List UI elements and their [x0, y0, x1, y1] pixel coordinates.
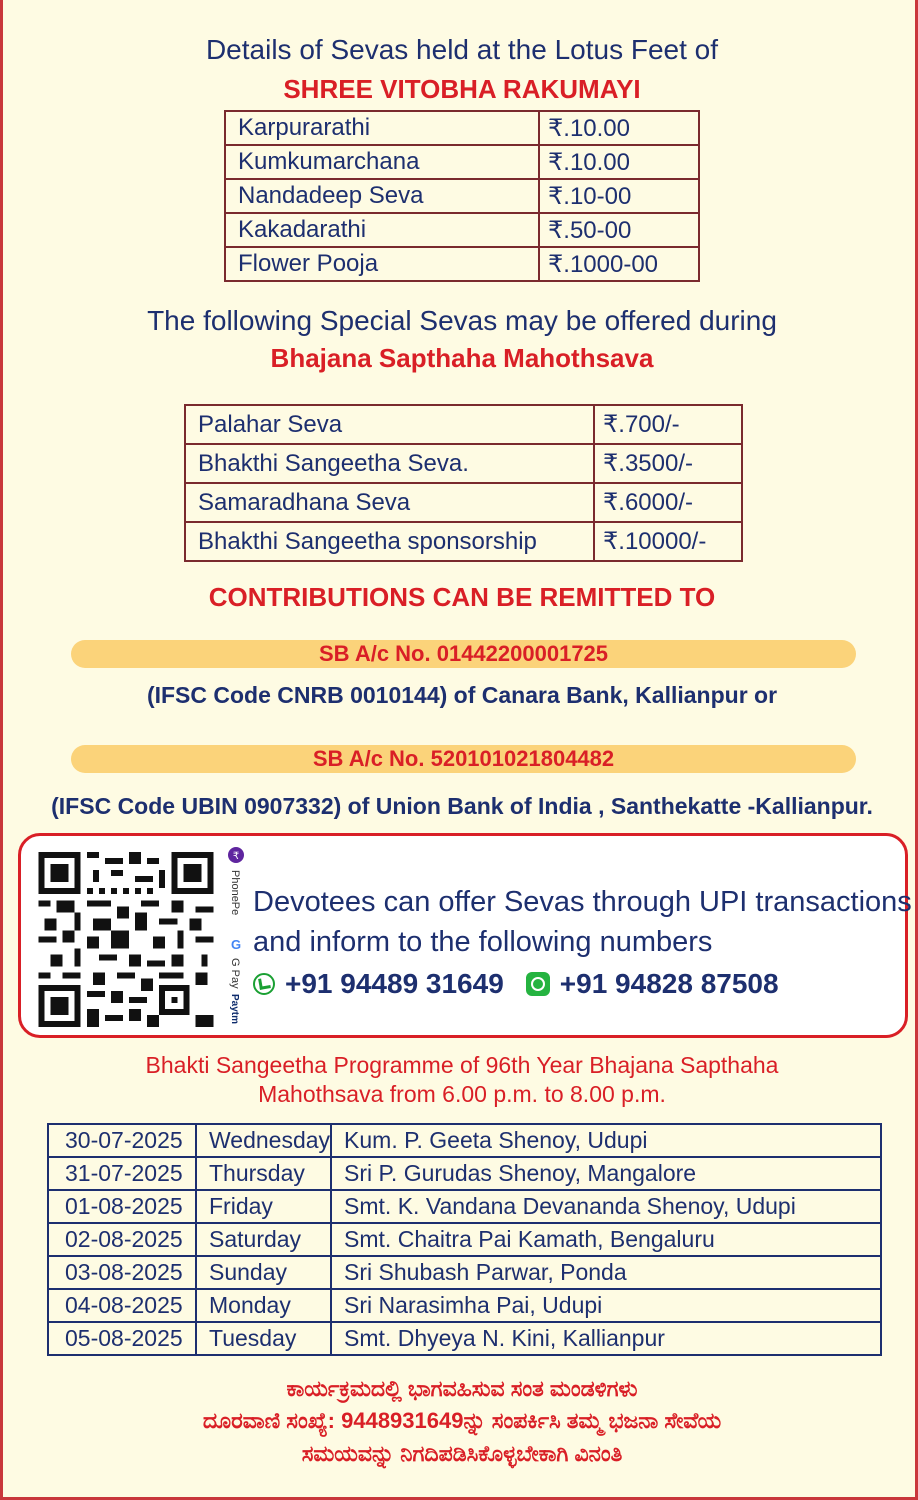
table-row	[225, 213, 699, 247]
phone-icon	[253, 973, 275, 995]
seva-name: Karpurarathi	[225, 111, 539, 145]
table-row	[185, 405, 742, 444]
whatsapp-icon	[526, 972, 550, 996]
page-title: Details of Sevas held at the Lotus Feet of	[205, 34, 719, 65]
account-number-2: SB A/c No. 520101021804482	[71, 745, 856, 773]
schedule-day: Thursday	[196, 1157, 331, 1190]
schedule-day: Wednesday	[196, 1124, 331, 1157]
seva-name: Bhakthi Sangeetha sponsorship	[198, 527, 537, 555]
seva-table	[224, 110, 700, 282]
programme-title-line-2: Mahothsava from 6.00 p.m. to 8.00 p.m.	[258, 1081, 666, 1107]
schedule-day: Monday	[196, 1289, 331, 1322]
seva-amount: ₹.10.00	[539, 145, 699, 179]
special-sevas-intro: The following Special Sevas may be offered during	[147, 305, 777, 336]
schedule-date: 01-08-2025	[48, 1190, 196, 1223]
schedule-date: 04-08-2025	[48, 1289, 196, 1322]
payment-brands	[224, 846, 248, 1031]
schedule-date: 05-08-2025	[48, 1322, 196, 1355]
schedule-day: Saturday	[196, 1223, 331, 1256]
seva-name: Flower Pooja	[238, 250, 379, 277]
schedule-artist: Sri Narasimha Pai, Udupi	[331, 1289, 881, 1322]
special-seva-table	[184, 404, 743, 562]
schedule-artist: Kum. P. Geeta Shenoy, Udupi	[331, 1124, 881, 1157]
brand-phonepe: PhonePe	[229, 870, 241, 916]
table-row	[225, 111, 699, 145]
seva-amount: ₹.1000-00	[539, 247, 699, 281]
special-sevas-title: Bhajana Sapthaha Mahothsava	[270, 343, 654, 373]
table-row	[48, 1256, 881, 1289]
ifsc-line-1: (IFSC Code CNRB 0010144) of Canara Bank, Kallianpur or	[146, 682, 778, 708]
schedule-table	[47, 1123, 882, 1356]
upi-text-line-1: Devotees can offer Sevas through UPI transactions	[253, 886, 912, 918]
contact-numbers	[253, 968, 779, 1000]
schedule-artist: Sri Shubash Parwar, Ponda	[331, 1256, 881, 1289]
table-row	[48, 1124, 881, 1157]
seva-amount: ₹.10-00	[539, 179, 699, 213]
seva-name: Kumkumarchana	[225, 145, 539, 179]
table-row	[48, 1223, 881, 1256]
upi-panel	[18, 833, 912, 1038]
seva-name: Palahar Seva	[185, 405, 594, 444]
seva-amount: ₹.3500/-	[594, 444, 742, 483]
seva-name: Kakadarathi	[225, 213, 539, 247]
seva-amount: ₹.10.00	[539, 111, 699, 145]
schedule-day: Sunday	[196, 1256, 331, 1289]
gpay-icon: G	[230, 937, 242, 952]
table-row	[185, 522, 742, 561]
programme-title-line-1: Bhakti Sangeetha Programme of 96th Year Bhajana Sapthaha	[145, 1052, 779, 1078]
account-number-1: SB A/c No. 01442200001725	[71, 640, 856, 668]
phone-number[interactable]: +91 94489 31649	[285, 968, 504, 999]
table-row	[185, 483, 742, 522]
schedule-day: Tuesday	[196, 1322, 331, 1355]
qr-code[interactable]	[31, 852, 221, 1027]
seva-amount: ₹.700/-	[594, 405, 742, 444]
table-row	[185, 444, 742, 483]
seva-amount: ₹.50-00	[539, 213, 699, 247]
table-row	[48, 1322, 881, 1355]
table-row	[48, 1190, 881, 1223]
seva-name: Nandadeep Seva	[225, 179, 539, 213]
upi-text-line-2: and inform to the following numbers	[253, 926, 713, 958]
contributions-title: CONTRIBUTIONS CAN BE REMITTED TO	[208, 582, 716, 612]
table-row	[48, 1157, 881, 1190]
seva-name: Samaradhana Seva	[185, 483, 594, 522]
kannada-note-line-2: ದೂರವಾಣಿ ಸಂಖ್ಯೆ: 9448931649ನ್ನು ಸಂಪರ್ಕಿಸಿ ತಮ್ಮ ಭಜನಾ ಸೇವೆಯ	[202, 1408, 722, 1433]
table-row	[225, 179, 699, 213]
schedule-date: 30-07-2025	[48, 1124, 196, 1157]
seva-amount: ₹.6000/-	[594, 483, 742, 522]
table-row	[225, 145, 699, 179]
brand-gpay: G Pay	[229, 958, 241, 989]
schedule-artist: Sri P. Gurudas Shenoy, Mangalore	[331, 1157, 881, 1190]
svg-text:₹: ₹	[232, 851, 240, 862]
deity-name: SHREE VITOBHA RAKUMAYI	[283, 74, 641, 104]
seva-amount: ₹.10000/-	[594, 522, 742, 561]
brand-paytm: Paytm	[229, 994, 240, 1025]
schedule-date: 03-08-2025	[48, 1256, 196, 1289]
table-row	[225, 247, 699, 281]
schedule-day: Friday	[196, 1190, 331, 1223]
whatsapp-number[interactable]: +91 94828 87508	[559, 968, 779, 999]
schedule-date: 02-08-2025	[48, 1223, 196, 1256]
schedule-artist: Smt. Dhyeya N. Kini, Kallianpur	[344, 1325, 665, 1351]
ifsc-line-2: (IFSC Code UBIN 0907332) of Union Bank of India , Santhekatte -Kallianpur.	[51, 793, 873, 819]
seva-name: Bhakthi Sangeetha Seva.	[185, 444, 594, 483]
schedule-artist: Smt. Chaitra Pai Kamath, Bengaluru	[331, 1223, 881, 1256]
kannada-note-line-3: ಸಮಯವನ್ನು ನಿಗದಿಪಡಿಸಿಕೊಳ್ಳಬೇಕಾಗಿ ವಿನಂತಿ	[301, 1441, 623, 1466]
schedule-artist: Smt. K. Vandana Devananda Shenoy, Udupi	[331, 1190, 881, 1223]
table-row	[48, 1289, 881, 1322]
schedule-date: 31-07-2025	[48, 1157, 196, 1190]
kannada-note-line-1: ಕಾರ್ಯಕ್ರಮದಲ್ಲಿ ಭಾಗವಹಿಸುವ ಸಂತ ಮಂಡಳಿಗಳು	[286, 1376, 638, 1401]
